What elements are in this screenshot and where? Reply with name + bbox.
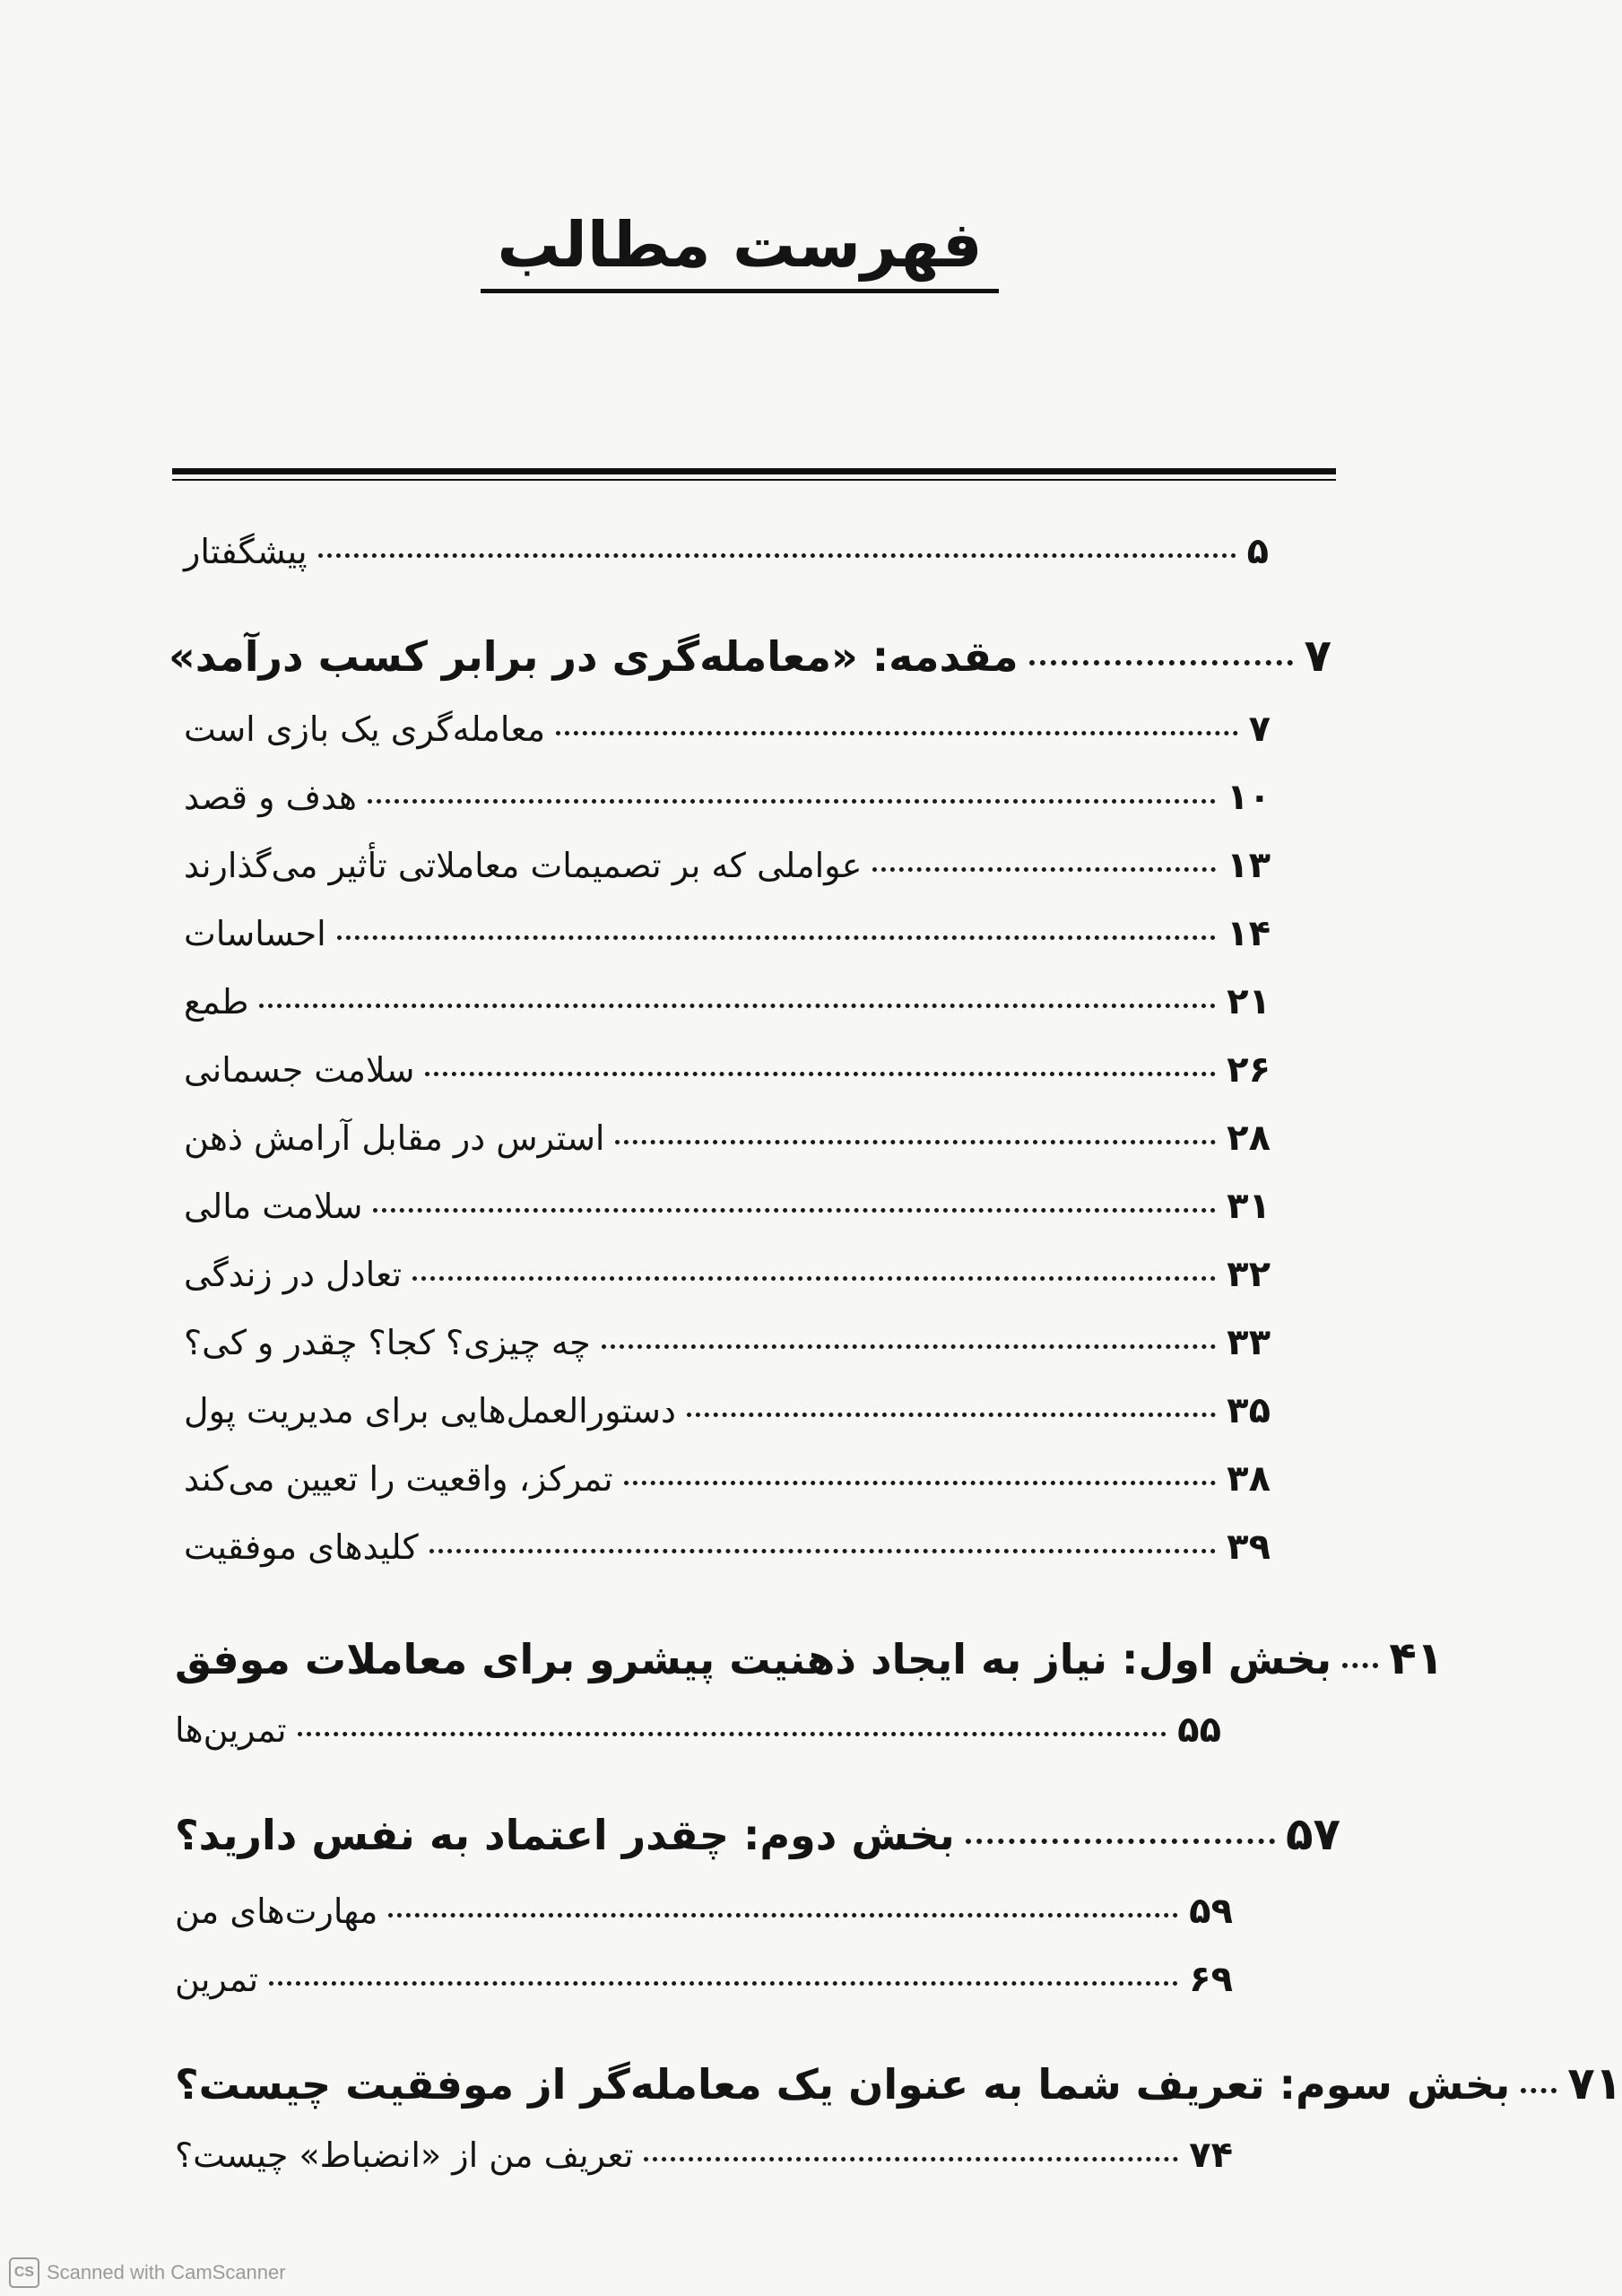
dot-leader <box>298 1732 1167 1736</box>
toc-entry-title: معامله‌گری یک بازی است <box>184 709 546 749</box>
toc-entry-row <box>184 1049 1271 1091</box>
toc-entry-title: مهارت‌های من <box>175 1892 378 1931</box>
toc-page-number: ۵۵ <box>1177 1709 1221 1751</box>
scanner-watermark-text: Scanned with CamScanner <box>47 2261 286 2283</box>
toc-page-number: ۵ <box>1246 531 1269 572</box>
dot-leader <box>368 799 1216 804</box>
dot-leader <box>1342 1663 1378 1668</box>
toc-page-number: ۷ <box>1248 709 1271 750</box>
dot-leader <box>872 867 1216 872</box>
toc-entry-row <box>184 1526 1271 1568</box>
toc-page-number: ۴۱ <box>1389 1632 1444 1684</box>
toc-page-number: ۱۳ <box>1227 845 1271 886</box>
toc-entry-title: دستورالعمل‌هایی برای مدیریت پول <box>184 1391 676 1431</box>
toc-entry-row <box>184 1458 1271 1500</box>
toc-page-number: ۳۸ <box>1227 1458 1271 1500</box>
toc-page-number: ۲۶ <box>1227 1049 1271 1091</box>
scanner-watermark <box>9 2257 286 2288</box>
toc-page-number: ۷۱ <box>1567 2057 1622 2109</box>
toc-entry-title: استرس در مقابل آرامش ذهن <box>184 1118 605 1158</box>
toc-chapter-row <box>175 2057 1622 2109</box>
toc-entry-row <box>175 1709 1221 1751</box>
dot-leader <box>687 1413 1216 1417</box>
toc-entry-row <box>184 1118 1271 1159</box>
toc-page-number: ۲۸ <box>1227 1118 1271 1159</box>
dot-leader <box>318 553 1236 558</box>
dot-leader <box>388 1913 1178 1918</box>
dot-leader <box>269 1981 1178 1986</box>
toc-page-number: ۳۹ <box>1227 1526 1271 1568</box>
toc-entry-title: سلامت مالی <box>184 1187 363 1226</box>
dot-leader <box>337 935 1216 940</box>
dot-leader <box>373 1208 1216 1213</box>
toc-page-number: ۱۰ <box>1227 777 1271 818</box>
toc-entry-title: تمرین <box>175 1960 259 1999</box>
toc-entry-row <box>184 1390 1271 1431</box>
dot-leader <box>556 731 1237 735</box>
dot-leader <box>1521 2088 1557 2093</box>
toc-entry-title: پیشگفتار <box>184 532 308 571</box>
toc-entry-row <box>175 1959 1233 2000</box>
dot-leader <box>259 1004 1216 1008</box>
toc-entry-title: سلامت جسمانی <box>184 1050 415 1090</box>
toc-entry-row <box>175 1891 1233 1932</box>
toc-page-number: ۳۲ <box>1227 1254 1271 1295</box>
toc-chapter-row <box>175 1808 1340 1860</box>
toc-entry-title: طمع <box>184 982 249 1022</box>
dot-leader <box>412 1276 1216 1281</box>
toc-entry-row <box>184 981 1271 1022</box>
toc-entry-title: احساسات <box>184 914 326 953</box>
toc-chapter-row <box>169 630 1331 682</box>
toc-entry-row <box>184 913 1271 954</box>
dot-leader <box>624 1481 1217 1485</box>
toc-entry-title: بخش اول: نیاز به ایجاد ذهنیت پیشرو برای معاملات موفق <box>175 1635 1332 1683</box>
toc-page-number: ۲۱ <box>1227 981 1271 1022</box>
dot-leader <box>644 2157 1178 2161</box>
toc-entry-row <box>184 777 1271 818</box>
toc-entry-title: تمرین‌ها <box>175 1710 287 1750</box>
toc-entry-row <box>184 845 1271 886</box>
dot-leader <box>615 1140 1216 1144</box>
toc-entry-title: بخش دوم: چقدر اعتماد به نفس دارید؟ <box>175 1811 955 1859</box>
toc-page-number: ۵۷ <box>1285 1808 1340 1860</box>
toc-page-number: ۷ <box>1304 630 1331 682</box>
toc-entry-title: هدف و قصد <box>184 778 357 817</box>
toc-entry-row <box>184 709 1271 750</box>
toc-page-number: ۶۹ <box>1189 1959 1233 2000</box>
toc-entry-title: تعادل در زندگی <box>184 1255 403 1294</box>
toc-entry-row <box>184 531 1269 572</box>
toc-page-number: ۳۳ <box>1227 1322 1271 1363</box>
toc-page-number: ۱۴ <box>1227 913 1271 954</box>
toc-entry-title: بخش سوم: تعریف شما به عنوان یک معامله‌گر از موفقیت چیست؟ <box>175 2060 1511 2109</box>
toc-entry-row <box>184 1254 1271 1295</box>
toc-entry-row <box>184 1186 1271 1227</box>
toc-entry-title: عواملی که بر تصمیمات معاملاتی تأثیر می‌گذارند <box>184 846 863 885</box>
toc-page-number: ۳۱ <box>1227 1186 1271 1227</box>
toc-entry-row <box>175 2135 1233 2176</box>
page-title: فهرست مطالب <box>481 213 998 293</box>
toc-entry-title: مقدمه: «معامله‌گری در برابر کسب درآمد» <box>169 632 1019 681</box>
toc-entry-title: تعریف من از «انضباط» چیست؟ <box>175 2135 634 2175</box>
dot-leader <box>429 1549 1216 1553</box>
toc-entry-title: چه چیزی؟ کجا؟ چقدر و کی؟ <box>184 1323 591 1362</box>
dot-leader <box>602 1344 1216 1349</box>
toc-entry-title: تمرکز، واقعیت را تعیین می‌کند <box>184 1459 613 1499</box>
dot-leader <box>966 1839 1275 1844</box>
toc-page-number: ۳۵ <box>1227 1390 1271 1431</box>
dot-leader <box>425 1072 1216 1076</box>
toc-entry-row <box>184 1322 1271 1363</box>
camscanner-logo-icon: CS <box>9 2257 39 2288</box>
toc-chapter-row <box>175 1632 1444 1684</box>
dot-leader <box>1029 660 1294 665</box>
toc-entry-title: کلیدهای موفقیت <box>184 1527 419 1567</box>
toc-page-number: ۵۹ <box>1189 1891 1233 1932</box>
toc-page-number: ۷۴ <box>1189 2135 1233 2176</box>
